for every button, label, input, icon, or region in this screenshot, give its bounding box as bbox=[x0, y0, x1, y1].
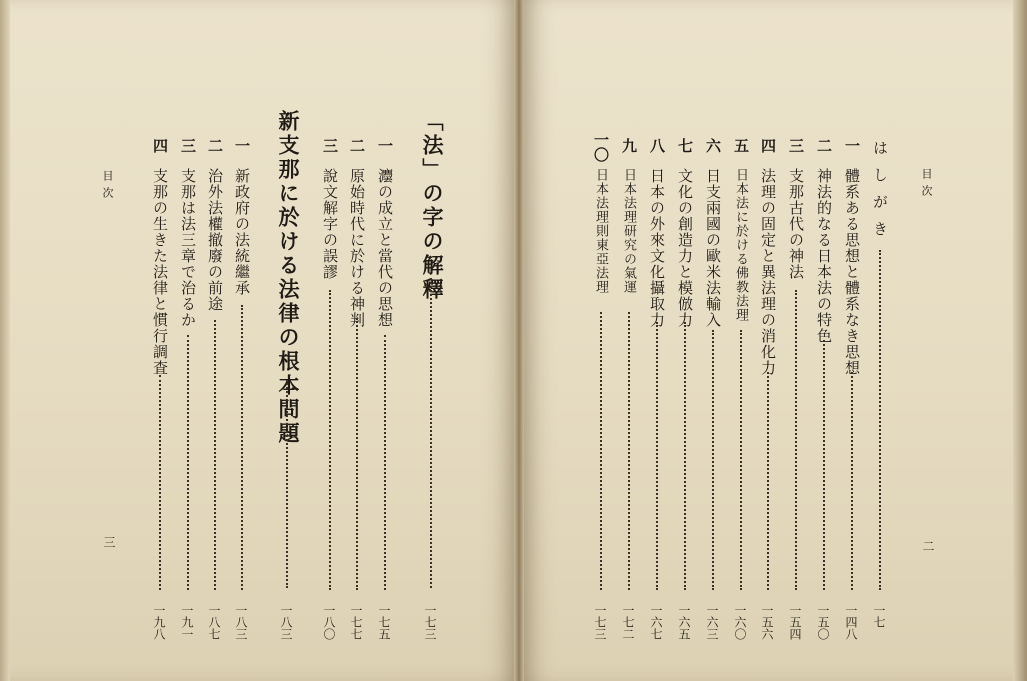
entry-title: 日本法理則東亞法理 bbox=[593, 168, 608, 294]
leader-dots bbox=[656, 322, 660, 590]
leader-dots bbox=[879, 250, 883, 590]
entry-page: 一七五 bbox=[377, 604, 391, 640]
leader-dots bbox=[823, 340, 827, 590]
leader-dots bbox=[214, 320, 218, 590]
leader-dots bbox=[600, 312, 604, 590]
entry-title: 灋の成立と當代の思想 bbox=[376, 168, 394, 328]
leader-dots bbox=[628, 312, 632, 590]
entry-page: 一七三 bbox=[423, 604, 437, 640]
entry-number: 四 bbox=[151, 138, 169, 153]
entry-title: 支那は法三章で治るか bbox=[179, 168, 197, 328]
entry-page: 一七三 bbox=[593, 604, 607, 640]
entry-page: 一六七 bbox=[649, 604, 663, 640]
entry-page: 一六五 bbox=[677, 604, 691, 640]
entry-number: 三 bbox=[787, 138, 805, 153]
entry-page: 一七七 bbox=[349, 604, 363, 640]
entry-number: 三 bbox=[321, 138, 339, 153]
leader-dots bbox=[767, 372, 771, 590]
entry-title: 原始時代に於ける神判 bbox=[348, 168, 366, 328]
leader-dots bbox=[356, 318, 360, 590]
running-header: 目次 bbox=[101, 170, 114, 204]
entry-page: 一九一 bbox=[180, 604, 194, 640]
entry-number: 一 bbox=[843, 138, 861, 153]
entry-number: 一〇 bbox=[592, 132, 610, 162]
leader-dots bbox=[712, 330, 716, 590]
entry-title: 體系ある思想と體系なき思想 bbox=[843, 168, 861, 376]
entry-number: 二 bbox=[348, 138, 366, 153]
entry-title: 法理の固定と異法理の消化力 bbox=[759, 168, 777, 376]
entry-page: 一五〇 bbox=[816, 604, 830, 640]
folio-number: 三 bbox=[102, 536, 116, 548]
leader-dots bbox=[159, 375, 163, 590]
page-edge bbox=[1013, 0, 1027, 681]
entry-number: 七 bbox=[676, 138, 694, 153]
entry-title: 日支兩國の歐米法輸入 bbox=[704, 168, 722, 328]
book-gutter bbox=[514, 0, 524, 681]
leader-dots bbox=[286, 380, 290, 588]
right-page bbox=[519, 0, 1027, 681]
leader-dots bbox=[241, 305, 245, 590]
entry-number: 五 bbox=[732, 138, 750, 153]
entry-number: 一 bbox=[376, 138, 394, 153]
entry-page: 一八三 bbox=[279, 604, 293, 640]
entry-number: 二 bbox=[815, 138, 833, 153]
leader-dots bbox=[430, 278, 434, 588]
entry-page: 一八三 bbox=[234, 604, 248, 640]
running-header: 目次 bbox=[920, 168, 933, 202]
leader-dots bbox=[795, 290, 799, 590]
leader-dots bbox=[329, 290, 333, 590]
page-edge bbox=[0, 0, 10, 681]
entry-number: 一 bbox=[233, 138, 251, 153]
entry-page: 一六〇 bbox=[733, 604, 747, 640]
entry-page: 一八〇 bbox=[322, 604, 336, 640]
entry-page: 一五六 bbox=[760, 604, 774, 640]
leader-dots bbox=[384, 335, 388, 590]
entry-title: はしがき bbox=[871, 140, 889, 248]
entry-title: 日本法理研究の氣運 bbox=[621, 168, 636, 294]
leader-dots bbox=[740, 330, 744, 590]
entry-title: 說文解字の誤謬 bbox=[321, 168, 339, 280]
entry-title: 日本法に於ける佛教法理 bbox=[733, 168, 748, 322]
entry-title: 日本の外來文化攝取力 bbox=[648, 168, 666, 328]
section-title: 「法」の字の解釋 bbox=[420, 110, 445, 302]
entry-page: 一七 bbox=[872, 604, 886, 628]
entry-number: 四 bbox=[759, 138, 777, 153]
entry-page: 一五四 bbox=[788, 604, 802, 640]
entry-title: 新政府の法統繼承 bbox=[233, 168, 251, 296]
leader-dots bbox=[684, 322, 688, 590]
entry-number: 八 bbox=[648, 138, 666, 153]
leader-dots bbox=[851, 372, 855, 590]
entry-number: 三 bbox=[179, 138, 197, 153]
entry-title: 支那の生きた法律と慣行調査 bbox=[151, 168, 169, 376]
folio-number: 二 bbox=[921, 540, 935, 552]
entry-title: 支那古代の神法 bbox=[787, 168, 805, 280]
entry-page: 一四八 bbox=[844, 604, 858, 640]
entry-title: 治外法權撤廢の前途 bbox=[206, 168, 224, 312]
entry-page: 一九八 bbox=[152, 604, 166, 640]
entry-title: 文化の創造力と模倣力 bbox=[676, 168, 694, 328]
entry-number: 九 bbox=[620, 138, 638, 153]
entry-number: 六 bbox=[704, 138, 722, 153]
entry-page: 一八七 bbox=[207, 604, 221, 640]
entry-title: 神法的なる日本法の特色 bbox=[815, 168, 833, 344]
leader-dots bbox=[187, 335, 191, 590]
section-title: 新支那に於ける法律の根本問題 bbox=[276, 110, 301, 446]
entry-number: 二 bbox=[206, 138, 224, 153]
entry-page: 一六三 bbox=[705, 604, 719, 640]
entry-page: 一七二 bbox=[621, 604, 635, 640]
